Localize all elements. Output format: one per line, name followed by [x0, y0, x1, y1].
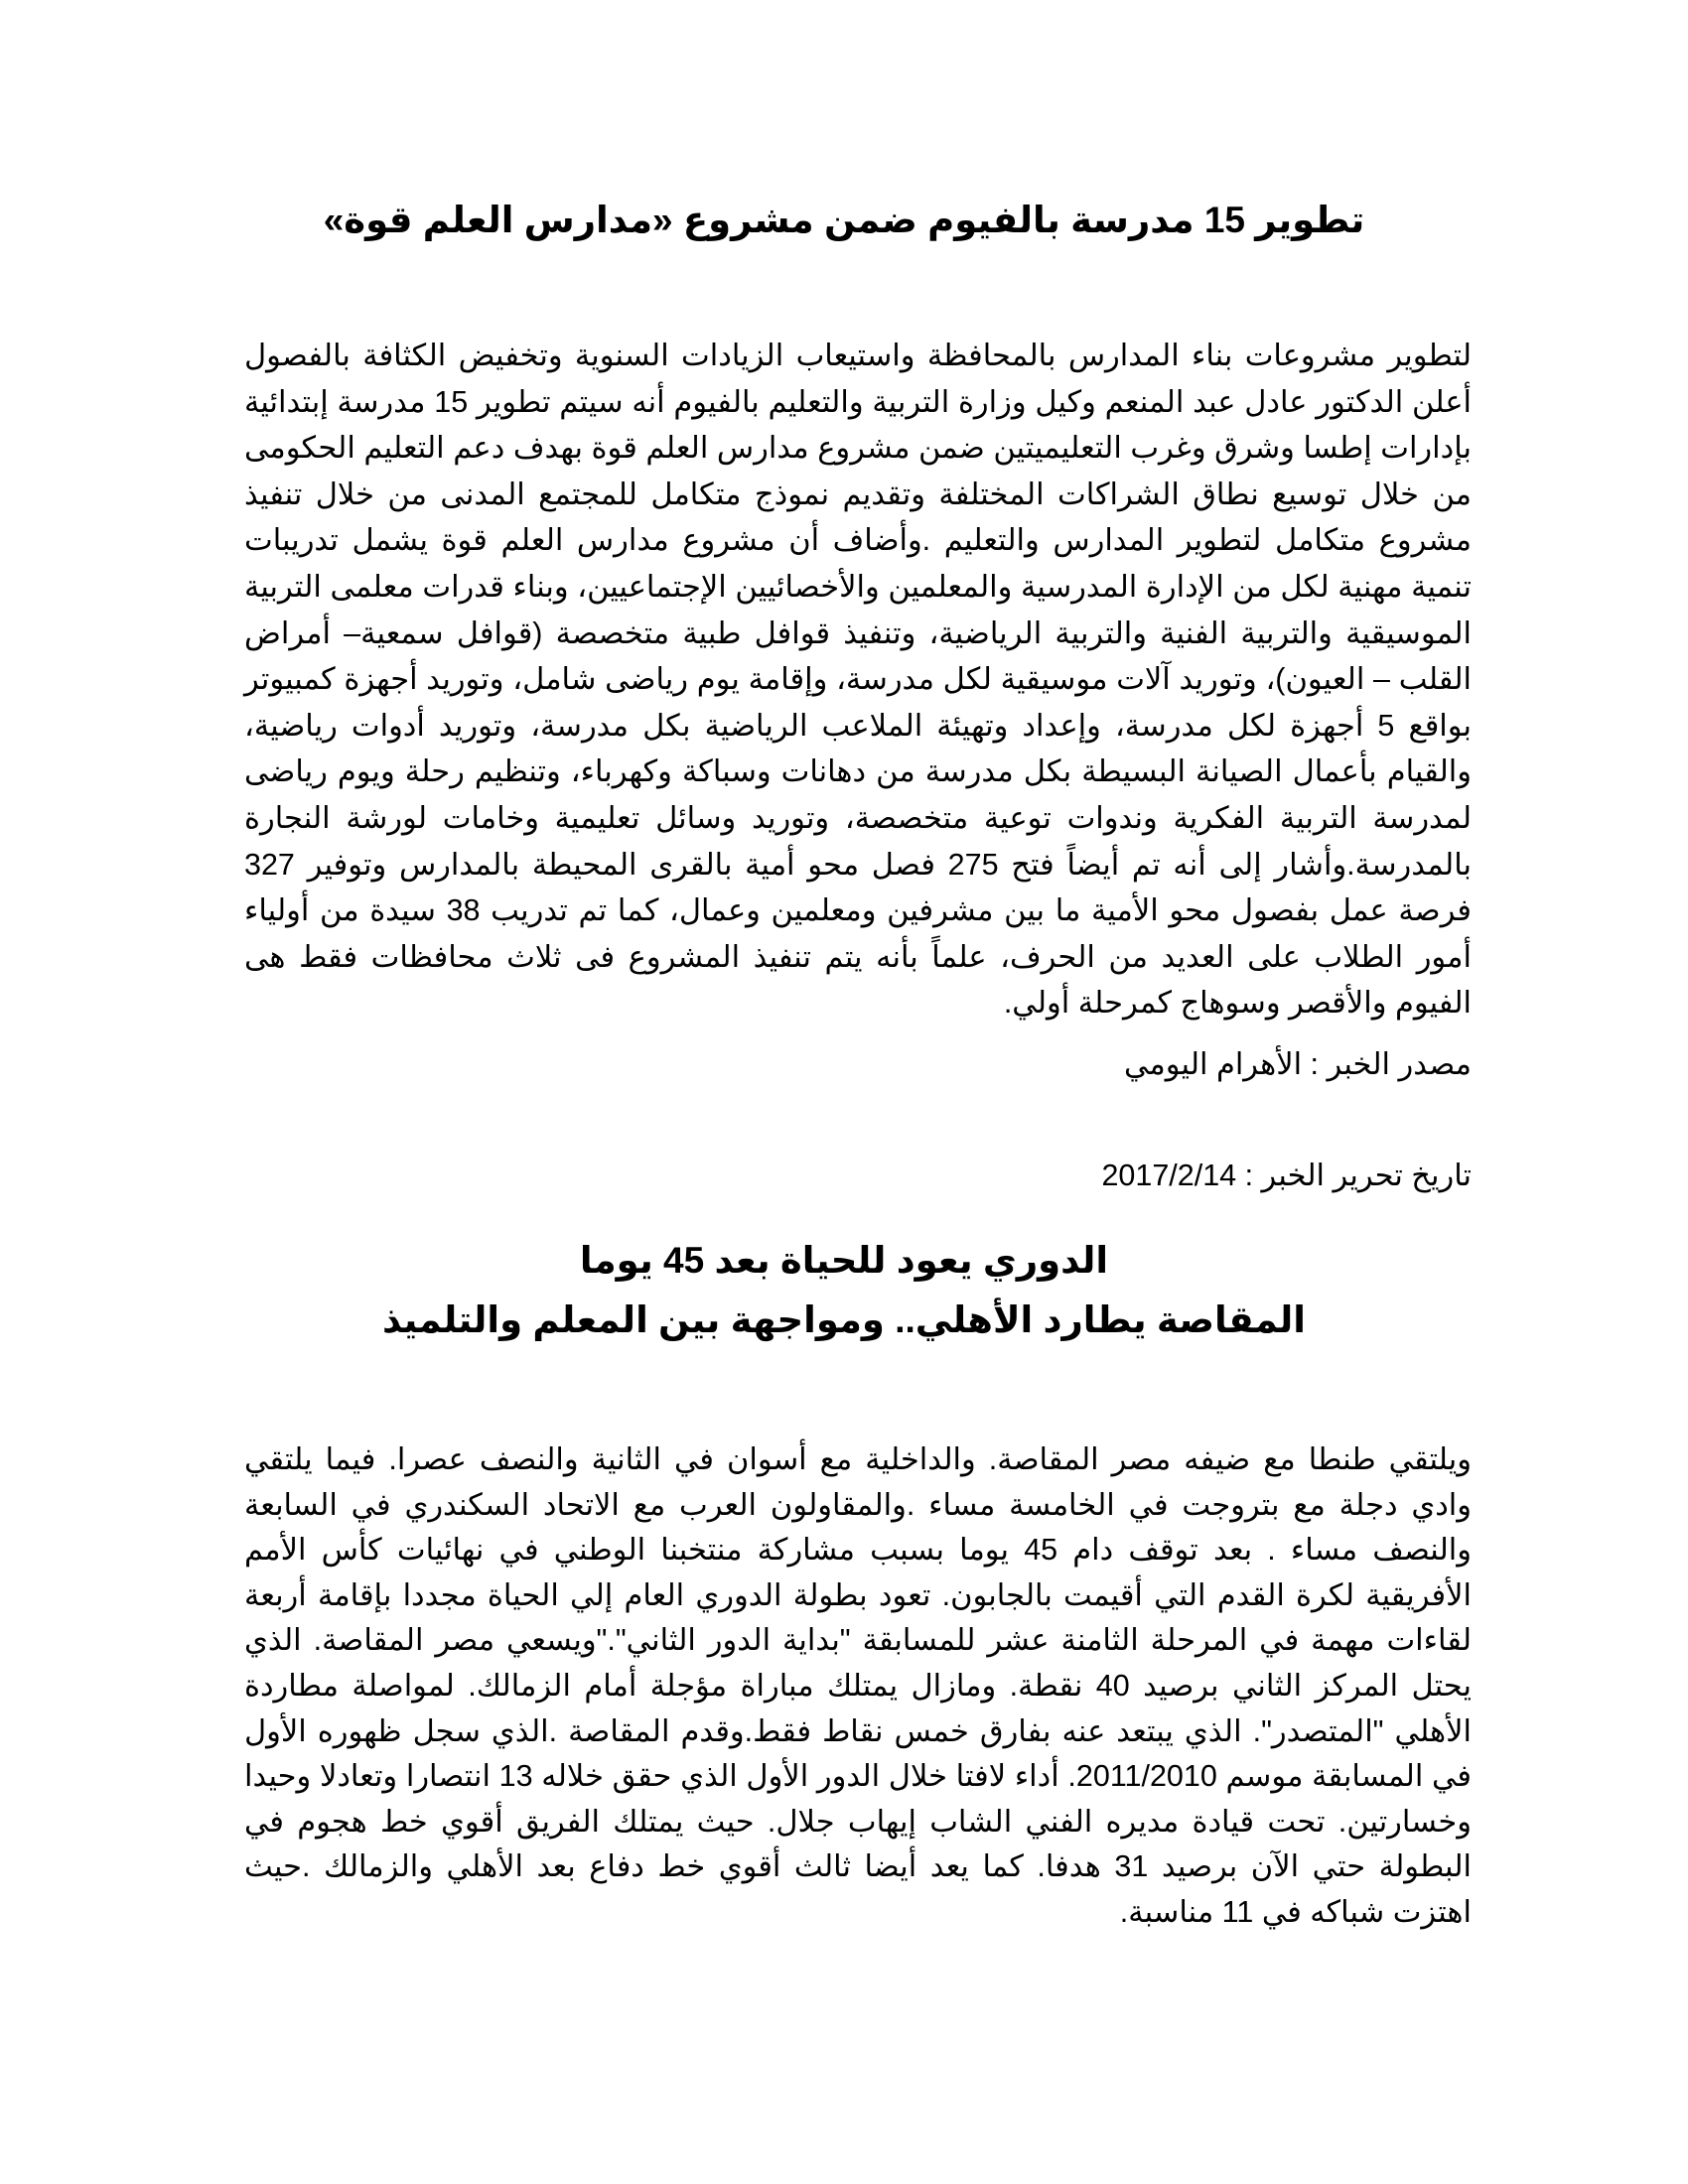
article2-title-line2: المقاصة يطارد الأهلي.. ومواجهة بين المعلم والتلميذ: [382, 1299, 1306, 1340]
news-source: مصدر الخبر : الأهرام اليومي: [1123, 1047, 1472, 1081]
article2-title-line1: الدوري يعود للحياة بعد 45 يوما: [579, 1240, 1109, 1281]
article1-title: تطوير 15 مدرسة بالفيوم ضمن مشروع «مدارس العلم قوة»: [323, 200, 1365, 240]
article1-body: لتطوير مشروعات بناء المدارس بالمحافظة واستيعاب الزيادات السنوية وتخفيض الكثافة بالفصول أعلن الدكتور عادل عبد المنعم وكيل وزارة التربية والتعليم بالفيوم أنه سيتم تطوير 15 مدرسة إبتدائية بإدارات إطسا وشرق وغرب التعليميتين ضمن مشروع مدارس العلم قوة بهدف دعم التعليم الحكومى من خلال توسيع نطاق الشراكات المختلفة وتقديم نموذج متكامل للمجتمع المدنى من خلال تنفيذ مشروع متكامل لتطوير المدارس والتعليم .وأضاف أن مشروع مدارس العلم قوة يشمل تدريبات تنمية مهنية لكل من الإدارة المدرسية والمعلمين والأخصائيين الإجتماعيين، وبناء قدرات معلمى التربية الموسيقية والتربية الفنية والتربية الرياضية، وتنفيذ قوافل طبية متخصصة (قوافل سمعية– أمراض القلب – العيون)، وتوريد آلات موسيقية لكل مدرسة، وإقامة يوم رياضى شامل، وتوريد أجهزة كمبيوتر بواقع 5 أجهزة لكل مدرسة، وإعداد وتهيئة الملاعب الرياضية بكل مدرسة، وتوريد أدوات رياضية، والقيام بأعمال الصيانة البسيطة بكل مدرسة من دهانات وسباكة وكهرباء، وتنظيم رحلة ويوم رياضى لمدرسة التربية الفكرية وندوات توعية متخصصة، وتوريد وسائل تعليمية وخامات لورشة النجارة بالمدرسة.وأشار إلى أنه تم أيضاً فتح 275 فصل محو أمية بالقرى المحيطة بالمدارس وتوفير 327 فرصة عمل بفصول محو الأمية ما بين مشرفين ومعلمين وعمال، كما تم تدريب 38 سيدة من أولياء أمور الطلاب على العديد من الحرف، علماً بأنه يتم تنفيذ المشروع فى ثلاث محافظات فقط هى الفيوم والأقصر وسوهاج كمرحلة أولي.: [244, 339, 1473, 1021]
news-date: تاريخ تحرير الخبر : 2017/2/14: [1101, 1159, 1472, 1192]
article2-body: ويلتقي طنطا مع ضيفه مصر المقاصة. والداخلية مع أسوان في الثانية والنصف عصرا. فيما يلتقي وادي دجلة مع بتروجت في الخامسة مساء .والمقاولون العرب مع الاتحاد السكندري في السابعة والنصف مساء . بعد توقف دام 45 يوما بسبب مشاركة منتخبنا الوطني في نهائيات كأس الأمم الأفريقية لكرة القدم التي أقيمت بالجابون. تعود بطولة الدوري العام إلي الحياة مجددا بإقامة أربعة لقاءات مهمة في المرحلة الثامنة عشر للمسابقة "بداية الدور الثاني"."ويسعي مصر المقاصة. الذي يحتل المركز الثاني برصيد 40 نقطة. ومازال يمتلك مباراة مؤجلة أمام الزمالك. لمواصلة مطاردة الأهلي "المتصدر". الذي يبتعد عنه بفارق خمس نقاط فقط.وقدم المقاصة .الذي سجل ظهوره الأول في المسابقة موسم 2011/2010. أداء لافتا خلال الدور الأول الذي حقق خلاله 13 انتصارا وتعادلا وحيدا وخسارتين. تحت قيادة مديره الفني الشاب إيهاب جلال. حيث يمتلك الفريق أقوي خط هجوم في البطولة حتي الآن برصيد 31 هدفا. كما يعد أيضا ثالث أقوي خط دفاع بعد الأهلي والزمالك .حيث اهتزت شباكه في 11 مناسبة.: [244, 1442, 1473, 1929]
